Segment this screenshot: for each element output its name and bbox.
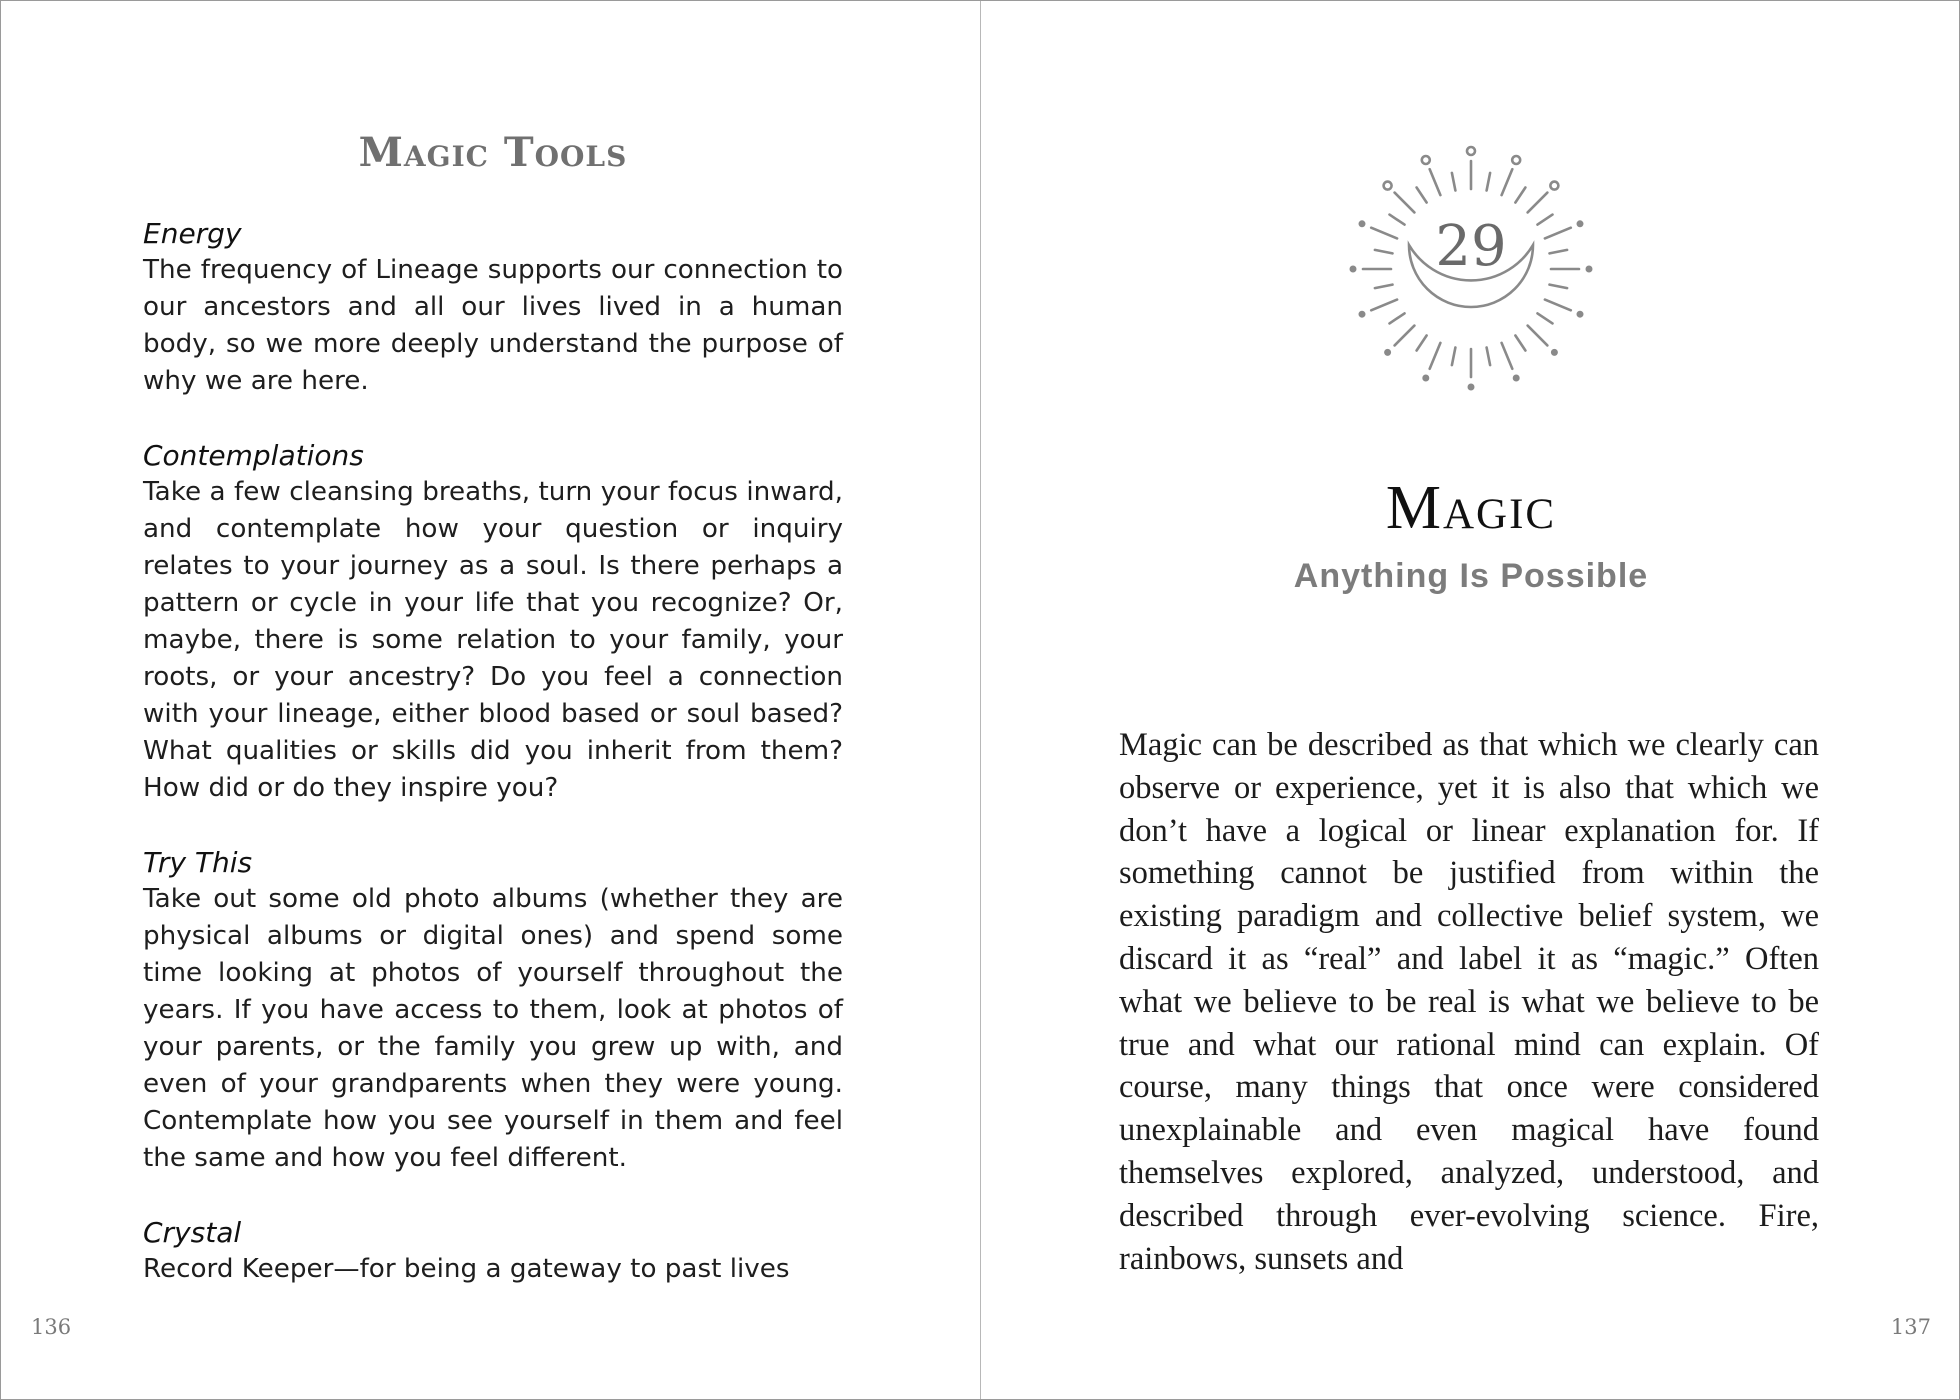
section-crystal [143, 1214, 843, 1288]
card-title: Magic [1385, 474, 1557, 542]
section-heading: Try This [143, 846, 253, 879]
section-body: The frequency of Lineage supports our connection to our ancestors and all our lives lived in a human body, so we more deeply understand the purpose of why we are here. [143, 255, 843, 396]
section-body: Take out some old photo albums (whether they are physical albums or digital ones) and spend some time looking at photos of yourself throughout the years. If you have access to them, look at photos of your parents, or the family you grew up with, and even of your grandparents when they were young. Contemplate how you see yourself in them and feel the same and how you feel different. [143, 884, 843, 1173]
section-heading: Contemplations [143, 439, 364, 472]
section-body: Take a few cleansing breaths, turn your focus inward, and contemplate how your question or inquiry relates to your journey as a soul. Is there perhaps a pattern or cycle in your life that you recognize? Or, maybe, there is some relation to your family, your roots, or your ancestry? Do you feel a connection with your lineage, either blood based or soul based? What qualities or skills did you inherit from them? How did or do they inspire you? [143, 477, 843, 803]
page-number-right: 137 [1890, 1315, 1931, 1339]
page-gutter [980, 1, 981, 1400]
page-title: Magic Tools [358, 129, 628, 176]
tools-sections [143, 215, 843, 1325]
section-heading: Energy [143, 217, 242, 250]
section-energy [143, 215, 843, 400]
card-body-text: Magic can be described as that which we clearly can observe or experience, yet it is also that which we don’t have a logical or linear explanation for. If something cannot be justified from within the existing paradigm and collective belief system, we discard it as “real” and label it as “magic.” Often what we believe to be real is what we believe to be true and what our rational mind can explain. Of course, many things that once were considered unexplainable and even magical have found themselves explored, analyzed, understood, and described through ever-evolving science. Fire, rainbows, sunsets and [1119, 727, 1819, 1277]
section-try-this [143, 844, 843, 1177]
page-number-left: 136 [31, 1315, 72, 1339]
card-subtitle: Anything Is Possible [1293, 557, 1649, 595]
card-number: 29 [1435, 214, 1507, 279]
section-contemplations [143, 437, 843, 807]
section-body: Record Keeper—for being a gateway to past lives [143, 1254, 790, 1284]
section-heading: Crystal [143, 1216, 242, 1249]
